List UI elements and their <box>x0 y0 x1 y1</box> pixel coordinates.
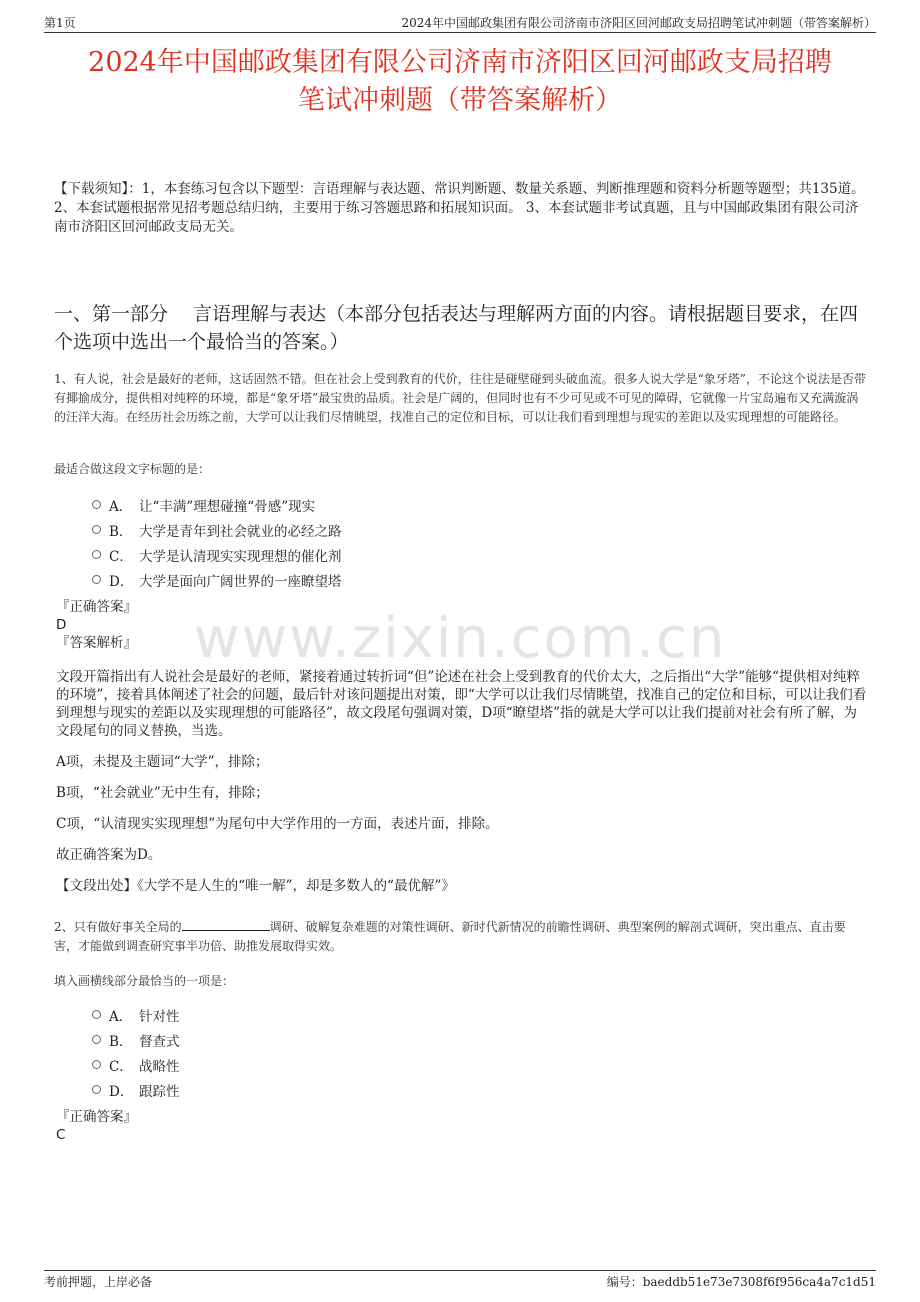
option-c[interactable] <box>92 1052 180 1077</box>
radio-icon[interactable] <box>92 550 101 559</box>
option-letter: A． <box>109 1008 133 1025</box>
footer-slogan: 考前押题，上岸必备 <box>44 1275 153 1289</box>
source-paragraph: 【文段出处】《大学不是人生的“唯一解”，却是多数人的“最优解”》 <box>56 878 455 894</box>
option-text: 大学是面向广阔世界的一座瞭望塔 <box>139 573 342 590</box>
analysis-paragraph: C项，“认清现实实现理想”为尾句中大学作用的一方面，表述片面，排除。 <box>56 816 499 832</box>
analysis-label: 『答案解析』 <box>56 635 137 651</box>
question-2-text-after: 调研、破解复杂难题的对策性调研、新时代新情况的前瞻性调研、典型案例的解剖式调研，突出重点、直击要害，才能做到调查研究事半功倍、助推发展取得实效。 <box>54 920 846 953</box>
radio-icon[interactable] <box>92 500 101 509</box>
option-letter: A． <box>109 498 133 515</box>
footer-doc-id: 编号：baeddb51e73e7308f6f956ca4a7c1d51 <box>606 1275 876 1289</box>
question-1-analysis <box>56 668 868 895</box>
option-text: 督查式 <box>139 1033 180 1050</box>
radio-icon[interactable] <box>92 1010 101 1019</box>
question-1-prompt: 最适合做这段文字标题的是： <box>54 462 211 476</box>
watermark: www.zixin.com.cn <box>193 606 727 671</box>
question-1-options <box>92 492 342 592</box>
option-letter: B． <box>109 1033 133 1050</box>
radio-icon[interactable] <box>92 1060 101 1069</box>
option-letter: D． <box>109 573 134 590</box>
answer-label: 『正确答案』 <box>56 1109 137 1125</box>
analysis-paragraph: 故正确答案为D。 <box>56 847 162 863</box>
option-d[interactable] <box>92 567 342 592</box>
analysis-paragraph: 文段开篇指出有人说社会是最好的老师，紧接着通过转折词“但”论述在社会上受到教育的代价太大，之后指出“大学”能够“提供相对纯粹的环境”，接着具体阐述了社会的问题，最后针对该问题提出对策，即“大学可以让我们尽情眺望，找准自己的定位和目标，可以让我们看到理想与现实的差距以及实现理想的可能路径”，故文段尾句强调对策，D项“瞭望塔”指的就是大学可以让我们提前对社会有所了解，为文段尾句的同义替换，当选。 <box>56 669 867 739</box>
radio-icon[interactable] <box>92 525 101 534</box>
answer-label: 『正确答案』 <box>56 599 137 615</box>
option-a[interactable] <box>92 1002 180 1027</box>
analysis-paragraph: B项，“社会就业”无中生有，排除； <box>56 785 269 801</box>
question-1-text: 1、有人说，社会是最好的老师，这话固然不错。但在社会上受到教育的代价，往往是碰壁碰到头破血流。很多人说大学是“象牙塔”，不论这个说法是否带有揶揄成分，提供相对纯粹的环境，都是“象牙塔”最宝贵的品质。社会是广阔的，但同时也有不少可见或不可见的障碍，它就像一片宝岛遍布又充满漩涡的汪洋大海。在经历社会历练之前，大学可以让我们尽情眺望，找准自己的定位和目标，可以让我们看到理想与现实的差距以及实现理想的可能路径。 <box>54 372 866 424</box>
radio-icon[interactable] <box>92 1085 101 1094</box>
option-b[interactable] <box>92 517 342 542</box>
question-2-text-before: 2、只有做好事关全局的 <box>54 920 182 934</box>
option-b[interactable] <box>92 1027 180 1052</box>
question-1-answer-block <box>56 598 868 652</box>
option-letter: C． <box>109 1058 133 1075</box>
title-line-1: 2024年中国邮政集团有限公司济南市济阳区回河邮政支局招聘 <box>88 47 832 78</box>
option-text: 大学是认清现实实现理想的催化剂 <box>139 548 342 565</box>
page-number: 第1页 <box>44 16 76 30</box>
option-text: 跟踪性 <box>139 1083 180 1100</box>
option-text: 让“丰满”理想碰撞“骨感”现实 <box>139 498 316 515</box>
option-text: 大学是青年到社会就业的必经之路 <box>139 523 342 540</box>
radio-icon[interactable] <box>92 575 101 584</box>
option-text: 针对性 <box>139 1008 180 1025</box>
question-2-options <box>92 1002 180 1102</box>
download-notice: 【下载须知】：1，本套练习包含以下题型：言语理解与表达题、常识判断题、数量关系题、判断推理题和资料分析题等题型；共135道。 2、本套试题根据常见招考题总结归纳，主要用于练习答题思路和拓展知识面。 3、本套试题非考试真题，且与中国邮政集团有限公司济南市济阳区回河邮政支局无关。 <box>54 181 865 235</box>
page-header <box>44 12 876 33</box>
option-letter: D． <box>109 1083 134 1100</box>
header-doc-title: 2024年中国邮政集团有限公司济南市济阳区回河邮政支局招聘笔试冲刺题（带答案解析） <box>401 16 876 30</box>
section-heading: 一、第一部分 言语理解与表达（本部分包括表达与理解两方面的内容。请根据题目要求，在四个选项中选出一个最恰当的答案。） <box>54 303 859 353</box>
radio-icon[interactable] <box>92 1035 101 1044</box>
fill-blank <box>182 918 270 931</box>
option-a[interactable] <box>92 492 342 517</box>
correct-answer: D <box>56 617 67 633</box>
option-letter: B． <box>109 523 133 540</box>
option-letter: C． <box>109 548 133 565</box>
question-2-answer-block <box>56 1108 868 1144</box>
document-title <box>40 44 880 120</box>
footer-divider <box>44 1270 876 1271</box>
title-line-2: 笔试冲刺题（带答案解析） <box>298 85 622 116</box>
analysis-paragraph: A项，未提及主题词“大学”，排除； <box>56 754 269 770</box>
correct-answer: C <box>56 1127 66 1143</box>
option-d[interactable] <box>92 1077 180 1102</box>
option-text: 战略性 <box>139 1058 180 1075</box>
question-2-prompt: 填入画横线部分最恰当的一项是： <box>54 974 235 988</box>
option-c[interactable] <box>92 542 342 567</box>
question-2-text <box>54 918 868 956</box>
